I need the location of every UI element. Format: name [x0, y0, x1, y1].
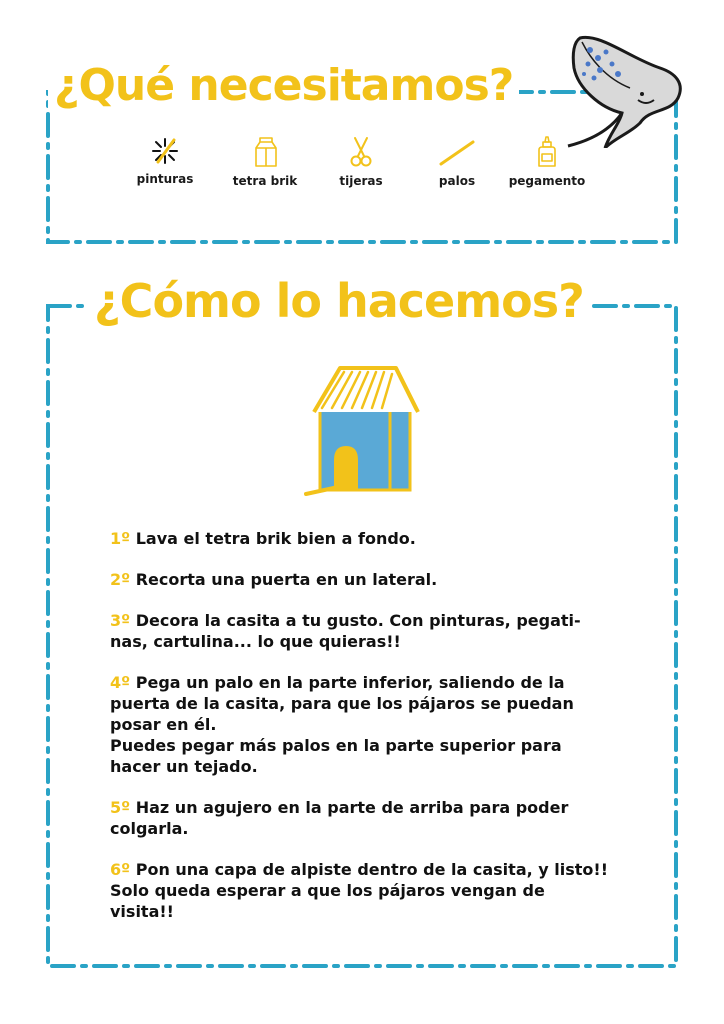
material-item [220, 136, 310, 188]
step-text: Puedes pegar más palos en la parte superior para [110, 736, 562, 755]
material-item [502, 136, 592, 188]
materials-list [120, 136, 600, 196]
birdhouse-illustration [300, 360, 424, 504]
step-text-line [110, 818, 630, 839]
step-text: Pega un palo en la parte inferior, saliendo de la [135, 673, 565, 692]
step-text-line [110, 797, 630, 818]
step-text-line [110, 631, 630, 652]
step-text: posar en él. [110, 715, 217, 734]
step-text: Pon una capa de alpiste dentro de la casita, y listo!! [135, 860, 608, 879]
step-text: puerta de la casita, para que los pájaros se puedan [110, 694, 574, 713]
step-5 [110, 797, 630, 839]
material-item [120, 136, 210, 186]
step-6 [110, 859, 630, 922]
step-number: 6º [110, 860, 131, 879]
step-text-line [110, 714, 630, 735]
material-item [316, 136, 406, 188]
material-label: palos [438, 174, 476, 188]
step-text-line [110, 735, 630, 756]
material-label: pegamento [508, 174, 586, 188]
step-text-line [110, 756, 630, 777]
step-text: visita!! [110, 902, 174, 921]
section-title-how: ¿Cómo lo hacemos? [88, 278, 590, 324]
step-text: Recorta una puerta en un lateral. [135, 570, 438, 589]
step-1 [110, 528, 630, 549]
material-label: tetra brik [232, 174, 298, 188]
step-text-line [110, 859, 630, 880]
material-label: pinturas [136, 172, 194, 186]
step-number: 2º [110, 570, 131, 589]
step-text: Decora la casita a tu gusto. Con pinturas, pegati- [135, 611, 581, 630]
step-text: Lava el tetra brik bien a fondo. [135, 529, 416, 548]
paint-splash-icon [150, 136, 180, 166]
step-text: Haz un agujero en la parte de arriba para poder [135, 798, 569, 817]
material-label: tijeras [339, 174, 383, 188]
steps-list [110, 528, 630, 942]
glue-bottle-icon [532, 136, 562, 168]
scissors-icon [346, 136, 376, 168]
manta-ray-illustration [560, 28, 690, 152]
step-text: Solo queda esperar a que los pájaros vengan de [110, 881, 545, 900]
step-3 [110, 610, 630, 652]
step-number: 1º [110, 529, 131, 548]
material-item [412, 136, 502, 188]
step-text: nas, cartulina... lo que quieras!! [110, 632, 401, 651]
step-text-line [110, 569, 630, 590]
step-text: hacer un tejado. [110, 757, 258, 776]
step-text-line [110, 693, 630, 714]
step-2 [110, 569, 630, 590]
step-number: 5º [110, 798, 131, 817]
stick-icon [439, 136, 475, 168]
step-4 [110, 672, 630, 777]
step-text: colgarla. [110, 819, 189, 838]
step-text-line [110, 901, 630, 922]
step-number: 3º [110, 611, 131, 630]
section-title-need: ¿Qué necesitamos? [48, 64, 519, 108]
step-text-line [110, 672, 630, 693]
step-number: 4º [110, 673, 131, 692]
step-text-line [110, 528, 630, 549]
milk-carton-icon [250, 136, 280, 168]
step-text-line [110, 610, 630, 631]
step-text-line [110, 880, 630, 901]
